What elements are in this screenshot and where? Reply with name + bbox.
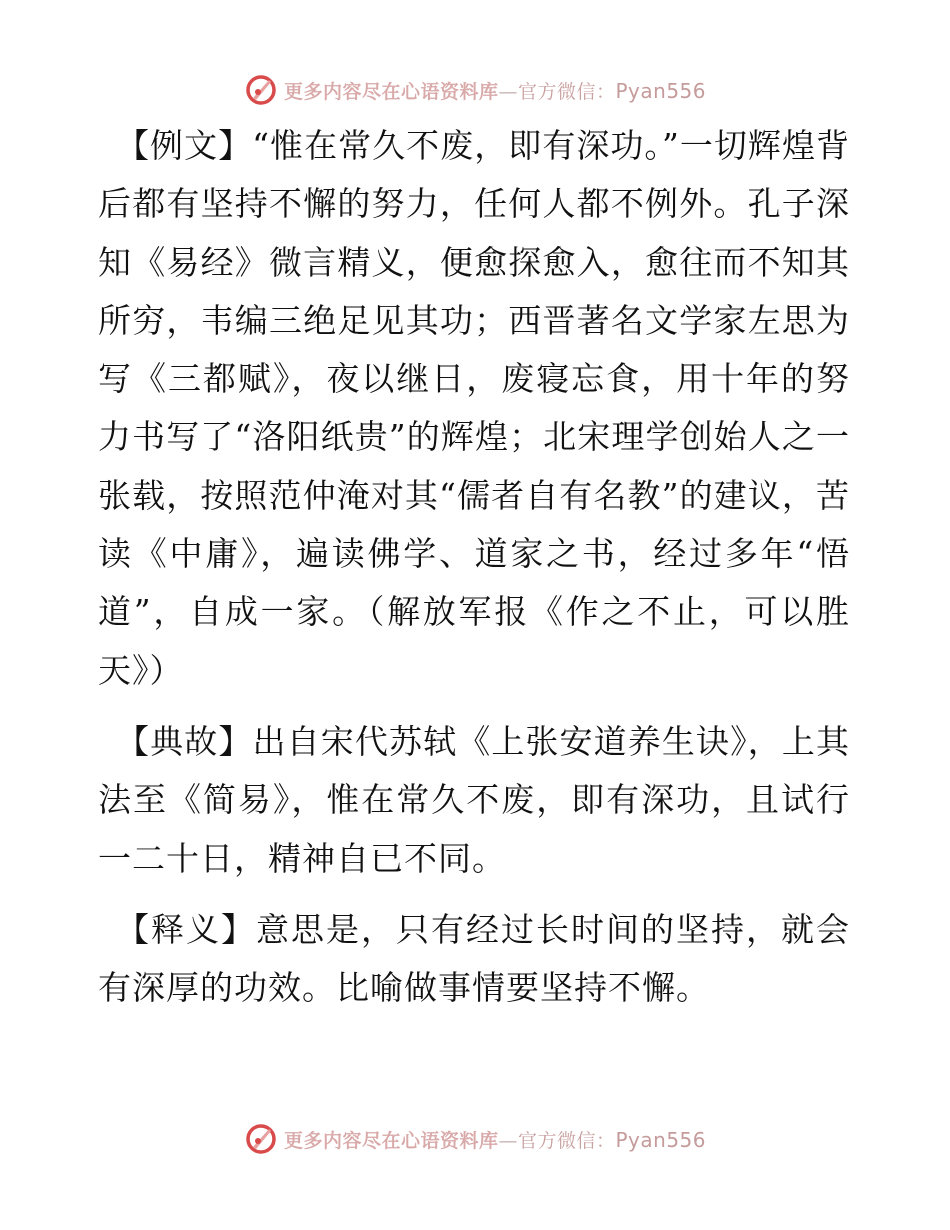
quill-logo-icon [244,73,278,107]
section-text: 意思是，只有经过长时间的坚持，就会有深厚的功效。比喻做事情要坚持不懈。 [98,909,850,1008]
header-wechat-id: Pyan556 [615,78,707,103]
header-watermark [0,70,950,110]
section-text: 出自宋代苏轼《上张安道养生诀》，上其法至《简易》，惟在常久不废，即有深功，且试行一二十日，精神自已不同。 [98,721,851,878]
footer-watermark-text: 更多内容尽在心语资料库—官方微信：Pyan556 [283,1127,707,1152]
section-tag: 【典故】 [116,721,253,761]
section-allusion [98,713,850,888]
document-body [98,117,850,1030]
section-example [98,117,850,700]
section-text: “惟在常久不废，即有深功。”一切辉煌背后都有坚持不懈的努力，任何人都不例外。孔子深知《易经》微言精义，便愈探愈入，愈往而不知其所穷，韦编三绝足见其功；西晋著名文学家左思为写《三都赋》，夜以继日，废寝忘食，用十年的努力书写了“洛阳纸贵”的辉煌；北宋理学创始人之一张载，按照范仲淹对其“儒者自有名教”的建议，苦读《中庸》，遍读佛学、道家之书，经过多年“悟道”，自成一家。（解放军报《作之不止，可以胜天》） [98,126,850,690]
quill-logo-icon [244,1122,278,1156]
section-tag: 【例文】 [116,126,253,165]
section-tag: 【释义】 [116,909,256,949]
footer-watermark [0,1119,950,1159]
header-watermark-text: 更多内容尽在心语资料库—官方微信：Pyan556 [283,78,707,103]
footer-wechat-id: Pyan556 [615,1127,707,1152]
section-meaning [98,901,850,1018]
